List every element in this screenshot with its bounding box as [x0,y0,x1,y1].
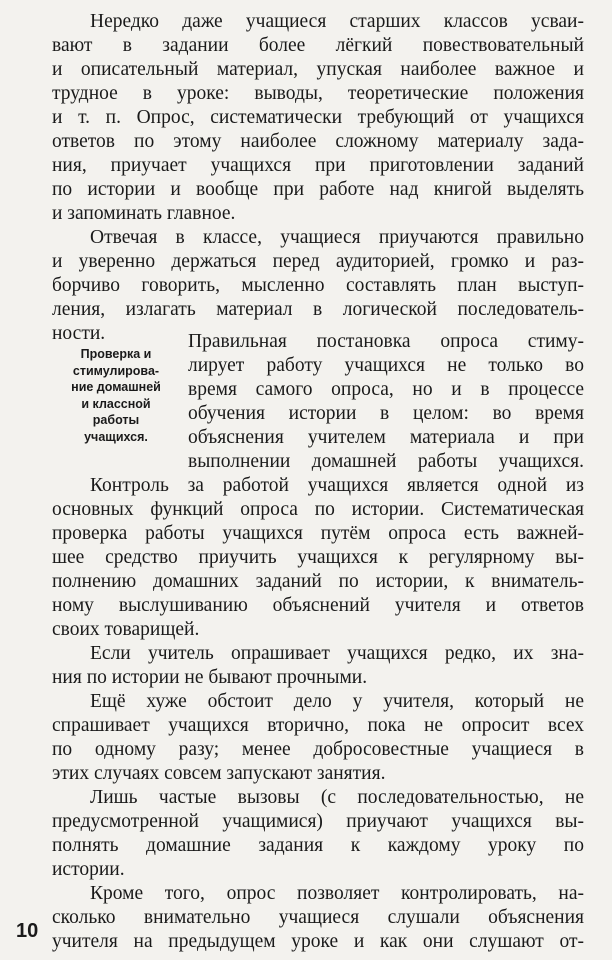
text-line: Ещё хуже обстоит дело у учителя, который не [90,691,584,712]
margin-heading-line: Проверка и [80,347,152,361]
text-line: Контроль за работой учащихся является одной из [90,475,584,496]
text-line: основных функций опроса по истории. Систематическая [52,499,584,520]
text-line: по истории и вообще при работе над книгой выделять [52,179,584,200]
text-line: истории. [52,859,125,880]
text-line: и т. п. Опрос, систематически требующий от учащихся [52,107,584,128]
text-line: время самого опроса, но и в процессе [188,379,584,400]
text-line: шее средство приучить учащихся к регулярному вы- [52,547,584,568]
text-line: ния по истории не бывают прочными. [52,667,368,688]
text-line: по одному разу; менее добросовестные учащиеся в [52,739,584,760]
margin-heading-line: и классной [81,396,151,411]
text-line: объяснения учителем материала и при [188,427,584,448]
text-line: проверка работы учащихся путём опроса есть важней- [52,523,584,544]
text-line: спрашивает учащихся вторично, пока не опросит всех [52,715,584,736]
margin-heading-line: стимулирова- [72,363,160,378]
text-line: ния, приучает учащихся при приготовлении заданий [52,155,584,176]
text-line: Лишь частые вызовы (с последовательностью, не [90,787,584,808]
text-line: Отвечая в классе, учащиеся приучаются правильно [90,227,584,248]
text-line: Правильная постановка опроса стиму- [188,331,584,352]
text-line: ления, излагать материал в логической последователь- [52,299,584,320]
text-line: выполнении домашней работы учащихся. [188,451,584,472]
text-line: Нередко даже учащиеся старших классов усваи- [90,11,584,32]
text-line: полнению домашних заданий по истории, к вниматель- [52,571,584,592]
text-line: лирует работу учащихся не только во [188,355,584,376]
text-line: обучения истории в целом: во время [188,403,584,424]
page-number: 10 [16,920,39,942]
margin-heading-line: работы [92,413,140,427]
text-line: ответов по этому наиболее сложному материалу зада- [52,131,584,152]
text-line: вают в задании более лёгкий повествовательный [52,35,584,56]
text-line: предусмотренной учащимися) приучают учащихся вы- [52,811,584,832]
text-line: ности. [52,323,106,344]
text-line: Если учитель опрашивает учащихся редко, их зна- [90,643,584,664]
text-line: сколько внимательно учащиеся слушали объяснения [52,907,584,928]
text-line: борчиво говорить, мысленно составлять план выступ- [52,275,584,296]
text-line: полнять домашние задания к каждому уроку по [52,835,584,856]
text-line: Кроме того, опрос позволяет контролировать, на- [90,883,584,904]
margin-heading [52,346,180,445]
margin-heading-line: учащихся. [84,429,148,444]
text-line: своих товарищей. [52,619,200,640]
text-line: этих случаях совсем запускают занятия. [52,763,386,784]
text-line: и запоминать главное. [52,203,236,224]
text-line: и описательный материал, упуская наиболее важное и [52,59,584,80]
text-line: и уверенно держаться перед аудиторией, громко и раз- [52,251,584,272]
text-line: трудное в уроке: выводы, теоретические положения [52,83,584,104]
margin-heading-line: ние домашней [71,380,161,394]
text-line: ному выслушиванию объяснений учителя и ответов [52,595,584,616]
text-line: учителя на предыдущем уроке и как они слушают от- [52,931,584,952]
